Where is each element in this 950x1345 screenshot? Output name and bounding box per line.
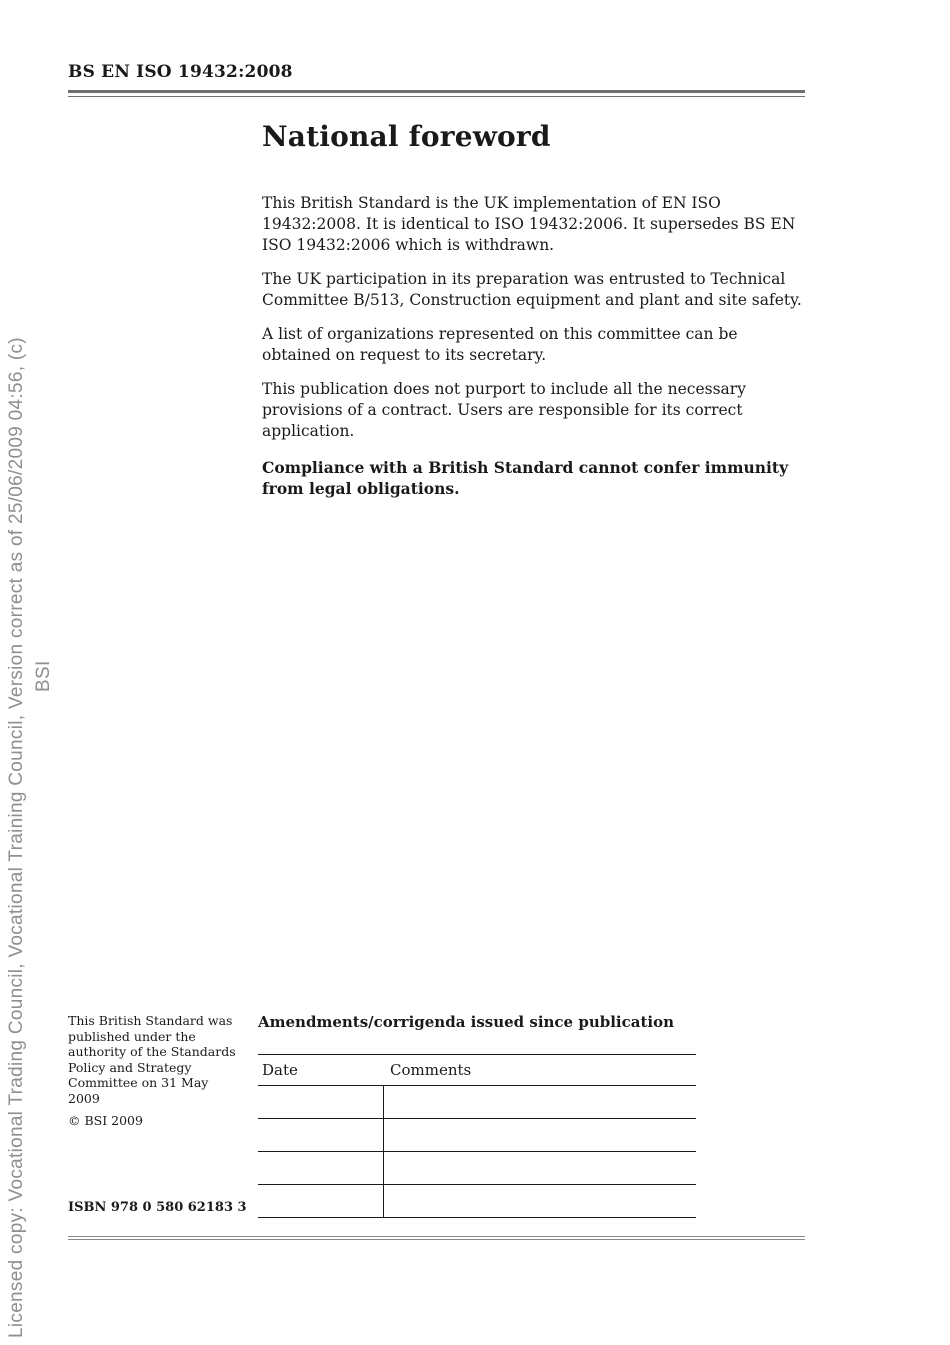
amendments-comments-column-header: Comments <box>390 1061 472 1079</box>
compliance-note: Compliance with a British Standard cannot confer immunity from legal obligations. <box>262 458 789 498</box>
page-title: National foreword <box>262 120 551 153</box>
amendments-table-header <box>258 1055 696 1086</box>
amendments-title: Amendments/corrigenda issued since publication <box>258 1013 674 1031</box>
isbn-number: ISBN 978 0 580 62183 3 <box>68 1200 247 1215</box>
publication-authority-note: This British Standard was published under the authority of the Standards Policy and Strategy Committee on 31 May 2009 <box>68 1013 236 1106</box>
main-content-column <box>262 120 807 499</box>
amendments-table-row <box>258 1086 696 1119</box>
amendments-table-row <box>258 1119 696 1152</box>
body-paragraph: This British Standard is the UK implementation of EN ISO 19432:2008. It is identical to ISO 19432:2006. It supersedes BS EN ISO 19432:2006 which is withdrawn. <box>262 194 796 254</box>
amendments-comments-cell <box>384 1185 696 1217</box>
body-paragraph: This publication does not purport to include all the necessary provisions of a contract. Users are responsible for its correct application. <box>262 380 746 440</box>
amendments-table-row <box>258 1185 696 1218</box>
amendments-comments-cell <box>384 1152 696 1184</box>
amendments-date-column-header: Date <box>262 1061 298 1079</box>
document-number-heading: BS EN ISO 19432:2008 <box>68 62 293 82</box>
license-watermark-text: Licensed copy: Vocational Trading Council, Vocational Training Council, Version correct as of 25/06/2009 04:56, (c) <box>6 337 27 1338</box>
body-paragraph: A list of organizations represented on this committee can be obtained on request to its secretary. <box>262 325 738 364</box>
footer-double-rule <box>68 1236 805 1240</box>
amendments-rows <box>258 1086 696 1218</box>
amendments-comments-cell <box>384 1086 696 1118</box>
amendments-table-row <box>258 1152 696 1185</box>
amendments-date-cell <box>258 1185 384 1217</box>
body-paragraph: The UK participation in its preparation was entrusted to Technical Committee B/513, Construction equipment and plant and site safety. <box>262 270 802 309</box>
amendments-section <box>258 1013 696 1218</box>
amendments-table <box>258 1054 696 1218</box>
amendments-date-cell <box>258 1152 384 1184</box>
amendments-date-cell <box>258 1119 384 1151</box>
amendments-date-cell <box>258 1086 384 1118</box>
copyright-notice: © BSI 2009 <box>68 1113 143 1128</box>
amendments-comments-cell <box>384 1119 696 1151</box>
license-watermark-bsi: BSI <box>33 660 54 692</box>
header-double-rule <box>68 90 805 97</box>
